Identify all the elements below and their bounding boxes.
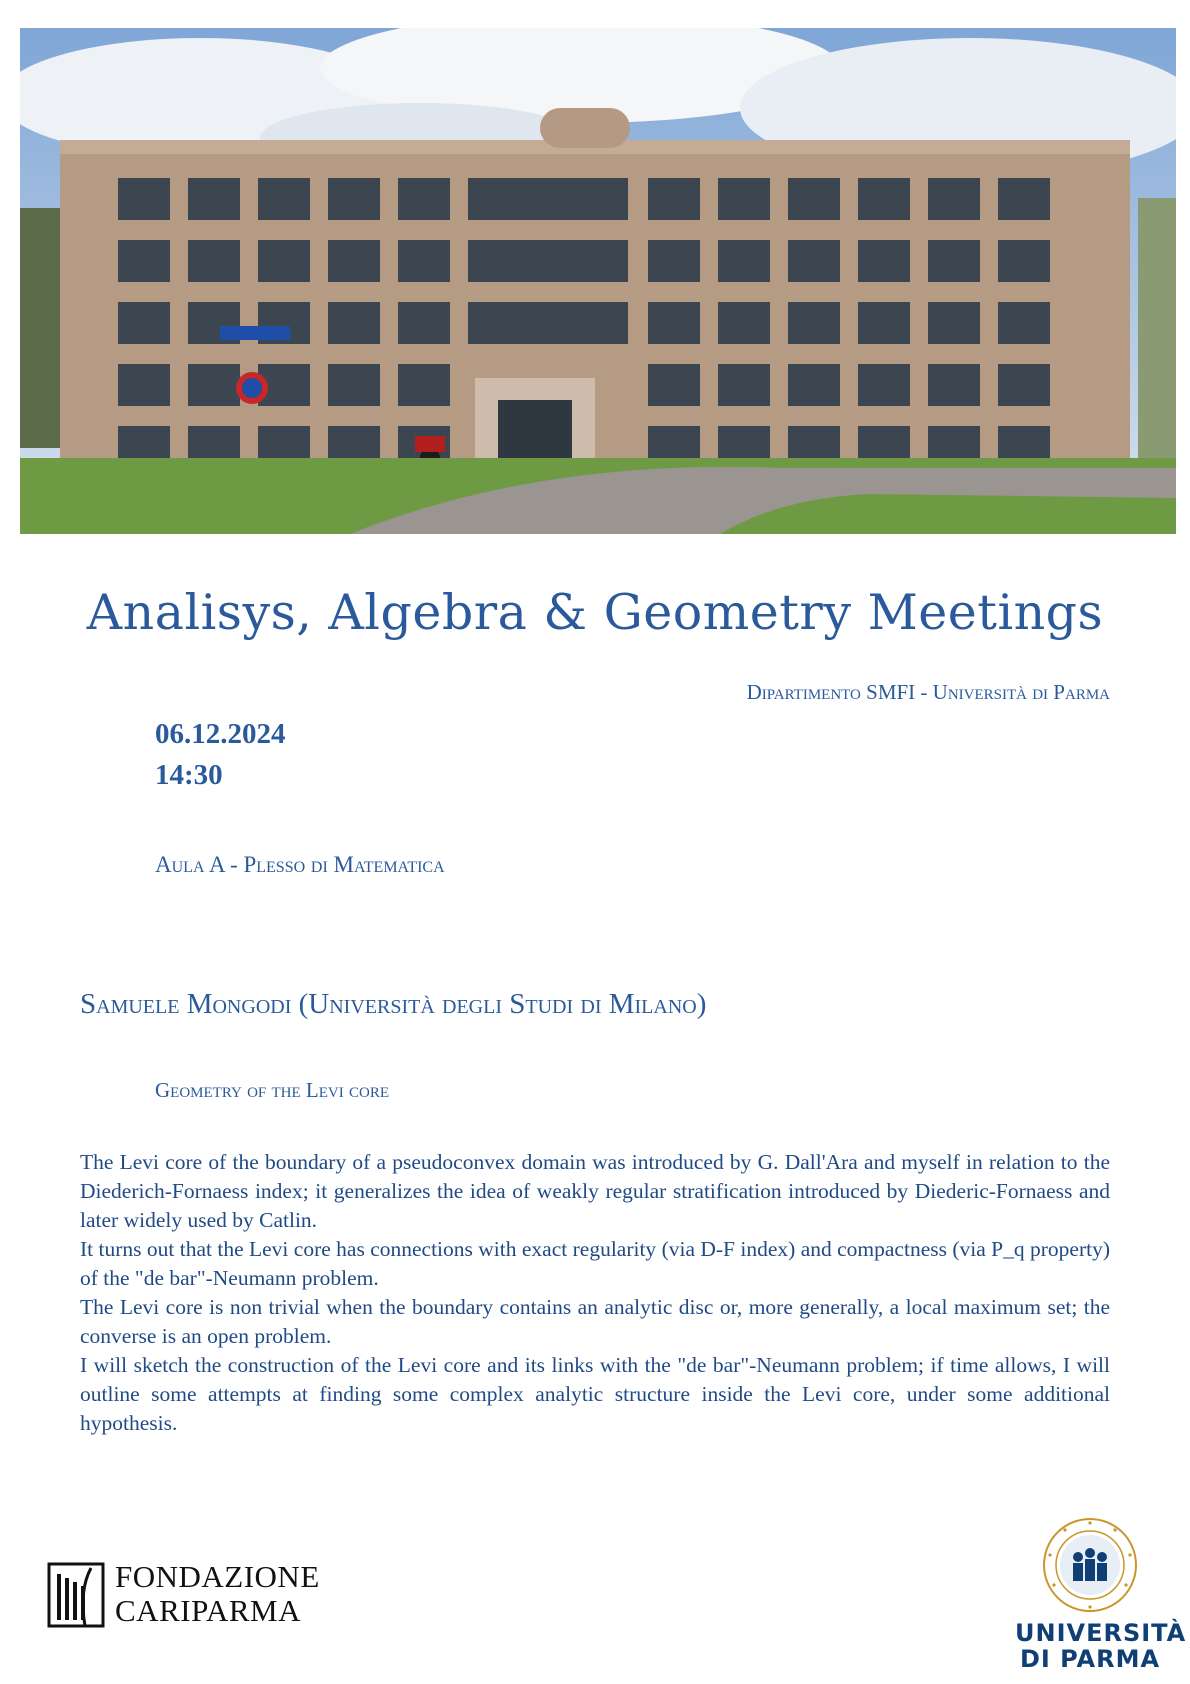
event-time: 14:30 bbox=[155, 759, 223, 791]
abstract bbox=[80, 1148, 1110, 1438]
speaker-name: Samuele Mongodi (Università degli Studi di Milano) bbox=[80, 988, 707, 1020]
fondazione-text bbox=[115, 1560, 320, 1628]
fondazione-cariparma-logo bbox=[45, 1560, 335, 1630]
universita-parma-logo bbox=[1015, 1515, 1187, 1675]
department-label: Dipartimento SMFI - Università di Parma bbox=[746, 680, 1110, 704]
abstract-paragraph: It turns out that the Levi core has connections with exact regularity (via D-F index) and compactness (via P_q property) of the "de bar"-Neumann problem. bbox=[80, 1237, 1110, 1290]
university-line2: DI PARMA bbox=[1019, 1645, 1161, 1673]
event-date: 06.12.2024 bbox=[155, 718, 286, 750]
talk-title: Geometry of the Levi core bbox=[155, 1078, 389, 1102]
building-photo-icon bbox=[20, 28, 1176, 534]
abstract-paragraph: The Levi core of the boundary of a pseudoconvex domain was introduced by G. Dall'Ara and myself in relation to the Diederich-Fornaess index; it generalizes the idea of weakly regular stratification introduced by Diederic-Fornaess and later widely used by Catlin. bbox=[80, 1150, 1110, 1232]
abstract-paragraph: The Levi core is non trivial when the boundary contains an analytic disc or, more generally, a local maximum set; the converse is an open problem. bbox=[80, 1295, 1110, 1348]
building-photo bbox=[20, 28, 1176, 534]
fondazione-line2: CARIPARMA bbox=[115, 1593, 301, 1628]
event-venue: Aula A - Plesso di Matematica bbox=[155, 852, 445, 877]
fondazione-emblem-icon bbox=[45, 1560, 107, 1630]
page-title: Analisys, Algebra & Geometry Meetings bbox=[86, 584, 1104, 641]
abstract-paragraph: I will sketch the construction of the Levi core and its links with the "de bar"-Neumann problem; if time allows, I will outline some attempts at finding some complex analytic structure inside the Levi core, under some additional hypothesis. bbox=[80, 1353, 1110, 1435]
university-line1: UNIVERSITÀ bbox=[1015, 1619, 1187, 1647]
fondazione-line1: FONDAZIONE bbox=[115, 1559, 320, 1594]
university-seal-icon bbox=[1040, 1515, 1140, 1615]
